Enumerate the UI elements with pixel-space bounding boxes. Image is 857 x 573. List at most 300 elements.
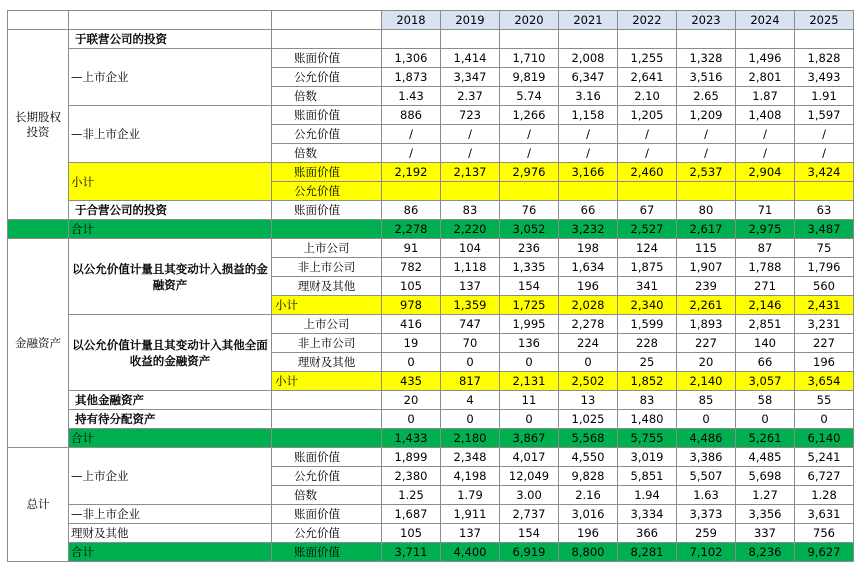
value-cell: 0 xyxy=(677,410,736,429)
value-cell: 0 xyxy=(795,410,854,429)
value-cell: / xyxy=(441,125,500,144)
value-cell: / xyxy=(677,144,736,163)
metric-label: 公允价值 xyxy=(272,467,382,486)
metric-label: 账面价值 xyxy=(272,543,382,562)
value-cell xyxy=(736,182,795,201)
value-cell: 3.16 xyxy=(559,87,618,106)
value-cell: 2,131 xyxy=(500,372,559,391)
table-cell xyxy=(795,30,854,49)
value-cell: 154 xyxy=(500,277,559,296)
value-cell xyxy=(441,182,500,201)
value-cell: 4,198 xyxy=(441,467,500,486)
value-cell: 2,220 xyxy=(441,220,500,239)
value-cell: 154 xyxy=(500,524,559,543)
value-cell: 137 xyxy=(441,524,500,543)
value-cell: 105 xyxy=(382,524,441,543)
value-cell: 1.94 xyxy=(618,486,677,505)
value-cell: 1,433 xyxy=(382,429,441,448)
value-cell: 71 xyxy=(736,201,795,220)
value-cell: 3.00 xyxy=(500,486,559,505)
value-cell: 137 xyxy=(441,277,500,296)
value-cell: 1,599 xyxy=(618,315,677,334)
category-fin: 金融资产 xyxy=(8,239,69,448)
value-cell: 2.37 xyxy=(441,87,500,106)
subtotal-row xyxy=(8,163,854,182)
metric-label: 账面价值 xyxy=(272,201,382,220)
value-cell: / xyxy=(618,144,677,163)
value-cell: 1,899 xyxy=(382,448,441,467)
metric-label: 账面价值 xyxy=(272,49,382,68)
total-row xyxy=(8,220,854,239)
value-cell: 1.25 xyxy=(382,486,441,505)
value-cell: 0 xyxy=(500,353,559,372)
value-cell: 1,025 xyxy=(559,410,618,429)
value-cell: 3,493 xyxy=(795,68,854,87)
value-cell: 67 xyxy=(618,201,677,220)
value-cell: 1,995 xyxy=(500,315,559,334)
value-cell: 124 xyxy=(618,239,677,258)
value-cell: 4,486 xyxy=(677,429,736,448)
table-row xyxy=(8,201,854,220)
value-cell: 1,597 xyxy=(795,106,854,125)
value-cell: 1,687 xyxy=(382,505,441,524)
metric-label: 账面价值 xyxy=(272,106,382,125)
table-row xyxy=(8,391,854,410)
value-cell: 0 xyxy=(736,410,795,429)
value-cell: 1,414 xyxy=(441,49,500,68)
value-cell: 2,737 xyxy=(500,505,559,524)
value-cell: 5.74 xyxy=(500,87,559,106)
value-cell: 1,907 xyxy=(677,258,736,277)
table-cell xyxy=(559,30,618,49)
value-cell: 228 xyxy=(618,334,677,353)
value-cell: 1,828 xyxy=(795,49,854,68)
table-row xyxy=(8,49,854,68)
value-cell: 5,698 xyxy=(736,467,795,486)
value-cell: 1,893 xyxy=(677,315,736,334)
value-cell: 978 xyxy=(382,296,441,315)
year-header: 2021 xyxy=(559,11,618,30)
year-header: 2019 xyxy=(441,11,500,30)
group-label-fvpl: 以公允价值计量且其变动计入损益的金融资产 xyxy=(69,239,272,315)
year-header: 2024 xyxy=(736,11,795,30)
value-cell: 4,485 xyxy=(736,448,795,467)
value-cell xyxy=(795,182,854,201)
subtotal-label: 小计 xyxy=(69,163,272,201)
value-cell: 5,507 xyxy=(677,467,736,486)
blank-cell xyxy=(272,391,382,410)
value-cell: 3,654 xyxy=(795,372,854,391)
value-cell: 66 xyxy=(559,201,618,220)
value-cell: 1.43 xyxy=(382,87,441,106)
subtotal-label: 小计 xyxy=(272,372,382,391)
group-label-other-fin: 其他金融资产 xyxy=(69,391,272,410)
value-cell: 1.27 xyxy=(736,486,795,505)
metric-label: 倍数 xyxy=(272,87,382,106)
value-cell: 3,373 xyxy=(677,505,736,524)
value-cell: 198 xyxy=(559,239,618,258)
value-cell: 3,631 xyxy=(795,505,854,524)
sub-label-unlisted: —非上市企业 xyxy=(69,106,272,163)
value-cell: 5,241 xyxy=(795,448,854,467)
value-cell: 224 xyxy=(559,334,618,353)
metric-label: 账面价值 xyxy=(272,163,382,182)
blank-cell xyxy=(8,11,69,30)
value-cell: 8,800 xyxy=(559,543,618,562)
total-label: 合计 xyxy=(69,220,272,239)
metric-label: 上市公司 xyxy=(272,239,382,258)
value-cell: 236 xyxy=(500,239,559,258)
total-row xyxy=(8,543,854,562)
metric-label: 公允价值 xyxy=(272,68,382,87)
value-cell: 0 xyxy=(500,410,559,429)
value-cell: 4,400 xyxy=(441,543,500,562)
value-cell: 2,851 xyxy=(736,315,795,334)
investment-table-container xyxy=(7,10,854,562)
group-label-fvoci: 以公允价值计量且其变动计入其他全面收益的金融资产 xyxy=(69,315,272,391)
value-cell: 8,281 xyxy=(618,543,677,562)
value-cell: 9,828 xyxy=(559,467,618,486)
value-cell: 6,919 xyxy=(500,543,559,562)
value-cell: 6,347 xyxy=(559,68,618,87)
table-cell xyxy=(736,30,795,49)
table-cell xyxy=(272,30,382,49)
value-cell: 3,057 xyxy=(736,372,795,391)
value-cell: 13 xyxy=(559,391,618,410)
value-cell: 105 xyxy=(382,277,441,296)
value-cell: 1,209 xyxy=(677,106,736,125)
value-cell: 2,261 xyxy=(677,296,736,315)
metric-label: 倍数 xyxy=(272,486,382,505)
value-cell: 2,180 xyxy=(441,429,500,448)
value-cell: 1.28 xyxy=(795,486,854,505)
value-cell: 87 xyxy=(736,239,795,258)
value-cell: 12,049 xyxy=(500,467,559,486)
subtotal-label: 小计 xyxy=(272,296,382,315)
value-cell: 3,386 xyxy=(677,448,736,467)
group-label-assoc: 于联营公司的投资 xyxy=(69,30,272,49)
value-cell: 4 xyxy=(441,391,500,410)
value-cell: / xyxy=(382,125,441,144)
value-cell: 83 xyxy=(441,201,500,220)
table-cell xyxy=(441,30,500,49)
value-cell: 20 xyxy=(677,353,736,372)
metric-label: 非上市公司 xyxy=(272,334,382,353)
value-cell: 560 xyxy=(795,277,854,296)
value-cell: 416 xyxy=(382,315,441,334)
value-cell: 2,008 xyxy=(559,49,618,68)
value-cell: 2,028 xyxy=(559,296,618,315)
value-cell: 5,568 xyxy=(559,429,618,448)
value-cell: 2,380 xyxy=(382,467,441,486)
metric-label: 公允价值 xyxy=(272,524,382,543)
value-cell: 86 xyxy=(382,201,441,220)
value-cell: 1,634 xyxy=(559,258,618,277)
value-cell: 3,019 xyxy=(618,448,677,467)
value-cell: 25 xyxy=(618,353,677,372)
value-cell: 227 xyxy=(677,334,736,353)
value-cell: 1.63 xyxy=(677,486,736,505)
table-row xyxy=(8,410,854,429)
value-cell: 5,851 xyxy=(618,467,677,486)
value-cell: / xyxy=(677,125,736,144)
value-cell: 2,975 xyxy=(736,220,795,239)
sub-label-listed: —上市企业 xyxy=(69,448,272,505)
value-cell: 75 xyxy=(795,239,854,258)
value-cell: / xyxy=(795,144,854,163)
metric-label: 公允价值 xyxy=(272,125,382,144)
table-row xyxy=(8,30,854,49)
value-cell: / xyxy=(559,144,618,163)
total-label: 合计 xyxy=(69,543,272,562)
group-label-jv: 于合营公司的投资 xyxy=(69,201,272,220)
value-cell: 2,278 xyxy=(382,220,441,239)
value-cell: / xyxy=(500,144,559,163)
table-row xyxy=(8,524,854,543)
value-cell: 3,232 xyxy=(559,220,618,239)
value-cell: 83 xyxy=(618,391,677,410)
value-cell: 85 xyxy=(677,391,736,410)
value-cell: 1,335 xyxy=(500,258,559,277)
table-cell xyxy=(618,30,677,49)
year-header: 2018 xyxy=(382,11,441,30)
value-cell: 747 xyxy=(441,315,500,334)
value-cell: 1,408 xyxy=(736,106,795,125)
value-cell: / xyxy=(736,144,795,163)
value-cell: 76 xyxy=(500,201,559,220)
value-cell: 0 xyxy=(382,410,441,429)
value-cell: 341 xyxy=(618,277,677,296)
value-cell: 2,146 xyxy=(736,296,795,315)
value-cell: 2,431 xyxy=(795,296,854,315)
value-cell: / xyxy=(559,125,618,144)
metric-label: 公允价值 xyxy=(272,182,382,201)
value-cell: 2,140 xyxy=(677,372,736,391)
value-cell: 337 xyxy=(736,524,795,543)
value-cell: 6,727 xyxy=(795,467,854,486)
value-cell: / xyxy=(441,144,500,163)
value-cell: 136 xyxy=(500,334,559,353)
value-cell: 1.79 xyxy=(441,486,500,505)
table-row xyxy=(8,448,854,467)
table-cell xyxy=(382,30,441,49)
metric-label: 理财及其他 xyxy=(272,277,382,296)
value-cell: / xyxy=(795,125,854,144)
value-cell: 0 xyxy=(382,353,441,372)
header-row xyxy=(8,11,854,30)
value-cell: 140 xyxy=(736,334,795,353)
value-cell: / xyxy=(382,144,441,163)
value-cell: / xyxy=(500,125,559,144)
value-cell: 1,725 xyxy=(500,296,559,315)
metric-label: 上市公司 xyxy=(272,315,382,334)
value-cell: 2,617 xyxy=(677,220,736,239)
blank-cell xyxy=(272,410,382,429)
value-cell: 4,550 xyxy=(559,448,618,467)
category-ltei: 长期股权投资 xyxy=(8,30,69,220)
value-cell: 66 xyxy=(736,353,795,372)
value-cell: 115 xyxy=(677,239,736,258)
value-cell: 3,166 xyxy=(559,163,618,182)
value-cell: 20 xyxy=(382,391,441,410)
value-cell: 3,347 xyxy=(441,68,500,87)
value-cell: 2,537 xyxy=(677,163,736,182)
value-cell: 9,627 xyxy=(795,543,854,562)
value-cell: 58 xyxy=(736,391,795,410)
value-cell: 3,711 xyxy=(382,543,441,562)
value-cell: 9,819 xyxy=(500,68,559,87)
metric-label: 倍数 xyxy=(272,144,382,163)
value-cell: / xyxy=(736,125,795,144)
value-cell: 1,328 xyxy=(677,49,736,68)
value-cell: 55 xyxy=(795,391,854,410)
year-header: 2022 xyxy=(618,11,677,30)
value-cell: 2.65 xyxy=(677,87,736,106)
value-cell: 196 xyxy=(559,524,618,543)
year-header: 2025 xyxy=(795,11,854,30)
value-cell: 1.91 xyxy=(795,87,854,106)
value-cell: 0 xyxy=(559,353,618,372)
year-header: 2023 xyxy=(677,11,736,30)
value-cell: 63 xyxy=(795,201,854,220)
value-cell: 886 xyxy=(382,106,441,125)
value-cell: 1,875 xyxy=(618,258,677,277)
value-cell: 2,340 xyxy=(618,296,677,315)
metric-label: 理财及其他 xyxy=(272,353,382,372)
value-cell: 817 xyxy=(441,372,500,391)
value-cell: 2,192 xyxy=(382,163,441,182)
total-label: 合计 xyxy=(69,429,272,448)
value-cell: 1,205 xyxy=(618,106,677,125)
value-cell: 2,278 xyxy=(559,315,618,334)
value-cell: 2.16 xyxy=(559,486,618,505)
value-cell: 11 xyxy=(500,391,559,410)
value-cell: 1,710 xyxy=(500,49,559,68)
value-cell: 1,852 xyxy=(618,372,677,391)
value-cell: 2,801 xyxy=(736,68,795,87)
value-cell: 3,334 xyxy=(618,505,677,524)
value-cell: 2,348 xyxy=(441,448,500,467)
sub-label-listed: —上市企业 xyxy=(69,49,272,106)
table-cell xyxy=(677,30,736,49)
value-cell: 227 xyxy=(795,334,854,353)
value-cell: 0 xyxy=(441,353,500,372)
value-cell: 4,017 xyxy=(500,448,559,467)
value-cell: 1,873 xyxy=(382,68,441,87)
value-cell: 3,231 xyxy=(795,315,854,334)
group-label-held: 持有待分配资产 xyxy=(69,410,272,429)
value-cell: 2,641 xyxy=(618,68,677,87)
metric-label: 账面价值 xyxy=(272,448,382,467)
table-row xyxy=(8,239,854,258)
blank-cell xyxy=(69,11,272,30)
value-cell: 1,158 xyxy=(559,106,618,125)
value-cell: 723 xyxy=(441,106,500,125)
value-cell: 1,359 xyxy=(441,296,500,315)
table-row xyxy=(8,315,854,334)
value-cell: 8,236 xyxy=(736,543,795,562)
value-cell: 1,911 xyxy=(441,505,500,524)
year-header: 2020 xyxy=(500,11,559,30)
sub-label-wm: 理财及其他 xyxy=(69,524,272,543)
value-cell: 196 xyxy=(559,277,618,296)
value-cell: 5,261 xyxy=(736,429,795,448)
metric-label: 账面价值 xyxy=(272,505,382,524)
total-row xyxy=(8,429,854,448)
investment-table xyxy=(7,10,854,562)
value-cell: 1,266 xyxy=(500,106,559,125)
value-cell: 2,137 xyxy=(441,163,500,182)
value-cell: 2,527 xyxy=(618,220,677,239)
value-cell: 756 xyxy=(795,524,854,543)
value-cell: 3,356 xyxy=(736,505,795,524)
value-cell: 6,140 xyxy=(795,429,854,448)
value-cell: 2,976 xyxy=(500,163,559,182)
value-cell xyxy=(677,182,736,201)
value-cell: 1,480 xyxy=(618,410,677,429)
value-cell xyxy=(500,182,559,201)
value-cell: 1,796 xyxy=(795,258,854,277)
value-cell xyxy=(382,182,441,201)
value-cell: 271 xyxy=(736,277,795,296)
value-cell: 1,255 xyxy=(618,49,677,68)
value-cell: 2,904 xyxy=(736,163,795,182)
value-cell: 239 xyxy=(677,277,736,296)
metric-label: 非上市公司 xyxy=(272,258,382,277)
blank-cell xyxy=(8,220,69,239)
value-cell: 3,516 xyxy=(677,68,736,87)
value-cell: 3,424 xyxy=(795,163,854,182)
table-row xyxy=(8,106,854,125)
value-cell: 196 xyxy=(795,353,854,372)
value-cell: 3,487 xyxy=(795,220,854,239)
value-cell: 435 xyxy=(382,372,441,391)
value-cell: 2.10 xyxy=(618,87,677,106)
category-grand: 总计 xyxy=(8,448,69,562)
blank-cell xyxy=(272,11,382,30)
value-cell: 19 xyxy=(382,334,441,353)
table-cell xyxy=(500,30,559,49)
value-cell xyxy=(559,182,618,201)
value-cell: 1,788 xyxy=(736,258,795,277)
value-cell: 3,867 xyxy=(500,429,559,448)
value-cell: 1.87 xyxy=(736,87,795,106)
value-cell: / xyxy=(618,125,677,144)
value-cell: 70 xyxy=(441,334,500,353)
value-cell: 0 xyxy=(441,410,500,429)
value-cell xyxy=(618,182,677,201)
value-cell: 7,102 xyxy=(677,543,736,562)
value-cell: 80 xyxy=(677,201,736,220)
value-cell: 1,306 xyxy=(382,49,441,68)
value-cell: 1,496 xyxy=(736,49,795,68)
table-row xyxy=(8,505,854,524)
value-cell: 91 xyxy=(382,239,441,258)
blank-cell xyxy=(272,220,382,239)
blank-cell xyxy=(272,429,382,448)
value-cell: 1,118 xyxy=(441,258,500,277)
value-cell: 2,460 xyxy=(618,163,677,182)
value-cell: 104 xyxy=(441,239,500,258)
value-cell: 3,052 xyxy=(500,220,559,239)
value-cell: 366 xyxy=(618,524,677,543)
value-cell: 3,016 xyxy=(559,505,618,524)
value-cell: 2,502 xyxy=(559,372,618,391)
value-cell: 782 xyxy=(382,258,441,277)
value-cell: 259 xyxy=(677,524,736,543)
value-cell: 5,755 xyxy=(618,429,677,448)
sub-label-unlisted: —非上市企业 xyxy=(69,505,272,524)
